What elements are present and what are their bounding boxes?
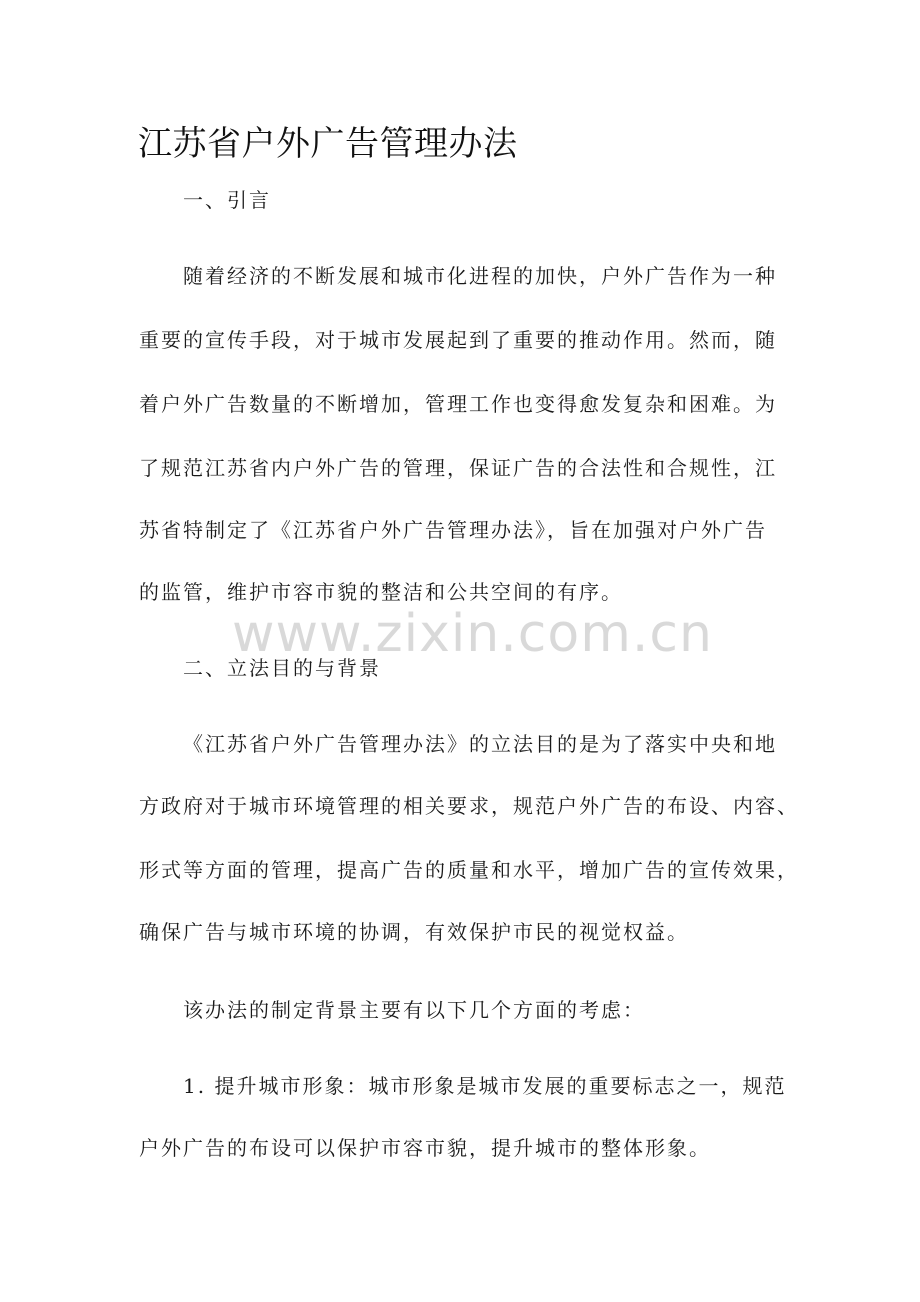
paragraph-line: 重要的宣传手段，对于城市发展起到了重要的推动作用。然而，随 (139, 328, 777, 352)
paragraph-line: 该办法的制定背景主要有以下几个方面的考虑： (183, 998, 645, 1022)
paragraph-line: 随着经济的不断发展和城市化进程的加快，户外广告作为一种 (183, 264, 777, 288)
paragraph-line: 苏省特制定了《江苏省户外广告管理办法》，旨在加强对户外广告 (139, 518, 767, 542)
document-title: 江苏省户外广告管理办法 (138, 124, 518, 164)
paragraph-line: 《江苏省户外广告管理办法》的立法目的是为了落实中央和地 (183, 732, 777, 756)
list-item-line: 1. 提升城市形象：城市形象是城市发展的重要标志之一，规范 (183, 1074, 787, 1098)
paragraph-line: 了规范江苏省内户外广告的管理，保证广告的合法性和合规性，江 (139, 456, 777, 480)
paragraph-line: 的监管，维护市容市貌的整洁和公共空间的有序。 (139, 580, 623, 604)
section-heading-purpose-background: 二、立法目的与背景 (183, 656, 381, 680)
watermark: www.zixin.com.cn (232, 604, 713, 664)
section-heading-introduction: 一、引言 (183, 188, 271, 212)
paragraph-line: 着户外广告数量的不断增加，管理工作也变得愈发复杂和困难。为 (139, 392, 777, 416)
paragraph-line: 形式等方面的管理，提高广告的质量和水平，增加广告的宣传效果， (139, 858, 799, 882)
paragraph-line: 方政府对于城市环境管理的相关要求，规范户外广告的布设、内容、 (139, 794, 799, 818)
paragraph-line: 确保广告与城市环境的协调，有效保护市民的视觉权益。 (139, 920, 689, 944)
list-item-line: 户外广告的布设可以保护市容市貌，提升城市的整体形象。 (139, 1136, 711, 1160)
